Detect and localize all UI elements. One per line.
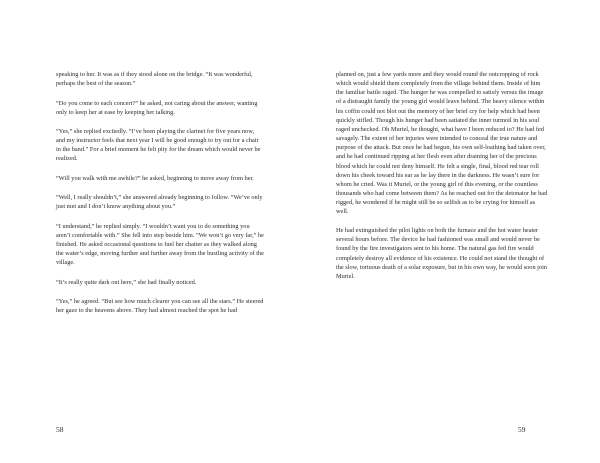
paragraph: “Will you walk with me awhile?” he asked, beginning to move away from her. (56, 174, 254, 182)
page-number: 58 (56, 425, 64, 434)
right-page (300, 0, 600, 463)
paragraph: “Do you come to each concert?” he asked, not caring about the answer, wanting only to keep her at ease by keeping her talking. (56, 99, 258, 116)
paragraph: “Yes,” she replied excitedly. “I’ve been playing the clarinet for five years now, and my instructor feels that next year I will be good enough to try out for a chair in the band.” For a brief moment he felt pity for the dream which would never be realized. (56, 128, 261, 163)
paragraph: He had extinguished the pilot lights on both the furnace and the hot water heater several hours before. The device he had fashioned was small and would never be found by the fire investigators sent to his home. The natural gas fed fire would completely destroy all evidence of his existence. He could not stand the thought of the slow, tortuous death of a solar exposure, but in his own way, he would soon join Muriel. (336, 227, 547, 280)
paragraph: “Well, I really shouldn’t,” she answered already beginning to follow. “We’ve only just met and I don’t know anything about you.” (56, 194, 263, 211)
paragraph: speaking to her. It was as if they stood alone on the bridge. “It was wonderful, perhaps the best of the season.” (56, 71, 253, 88)
right-page-text (336, 70, 548, 291)
left-page-text (56, 70, 264, 325)
page-number: 59 (518, 425, 526, 434)
paragraph: “I understand,” he replied simply. “I wouldn’t want you to do something you aren’t comfortable with.” She fell into step beside him. “We won’t go very far,” he finished. He asked occasional questions to fuel her chatter as they walked along the water’s edge, moving further and further away from the bustling activity of the village. (56, 222, 264, 267)
paragraph: planned on, just a few yards more and they would round the outcropping of rock which would shield them completely from the village behind them. Inside of him the familiar battle raged. The hunger he was compelled to satisfy versus the image of a distraught family the young girl would leave behind. The heavy silence within his coffin could not blot out the memory of her brief cry for help which had been quickly stifled. Though his hunger had been satiated the inner turmoil in his soul raged unchecked. Oh Muriel, he thought, what have I been reduced to? He had fed savagely. The extent of her injuries were intended to conceal the true nature and purpose of the attack. But once he had begun, his own self-loathing had taken over, and he had continued ripping at her flesh even after draining her of the precious blood which he could not deny himself. He felt a single, final, blood red tear roll down his cheek toward his ear as he lay there in the darkness. He wasn’t sure for whom he cried. Was it Muriel, or the young girl of this evening, or the countless thousands who had come between them? As he reached out for the detonator he had rigged, he wondered if he might still be so selfish as to be crying for himself as well. (336, 71, 548, 216)
paragraph: “It’s really quite dark out here,” she had finally noticed. (56, 278, 197, 286)
paragraph: “Yes,” he agreed. “But see how much clearer you can see all the stars.” He steered her gaze to the heavens above. They had almost reached the spot he had (56, 297, 264, 315)
